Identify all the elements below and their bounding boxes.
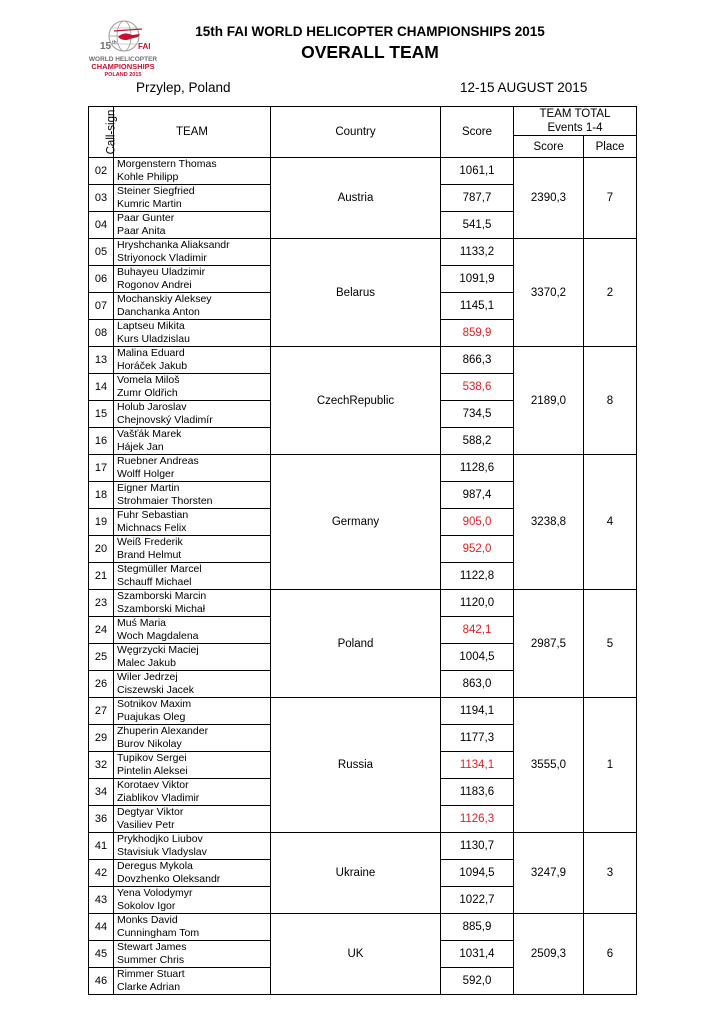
crew-score: 1194,1 — [441, 698, 514, 725]
crew-names — [114, 455, 271, 482]
team-country: Austria — [271, 158, 441, 239]
pilot-name: Paar Gunter — [117, 212, 175, 224]
crew-row — [89, 833, 637, 860]
team-country: Poland — [271, 590, 441, 698]
crew-score: 866,3 — [441, 347, 514, 374]
document-subtitle: OVERALL TEAM — [301, 42, 439, 62]
crew-callsign: 15 — [89, 401, 114, 428]
navigator-name: Danchanka Anton — [117, 306, 200, 318]
crew-names — [114, 968, 271, 995]
crew-callsign: 05 — [89, 239, 114, 266]
crew-names — [114, 428, 271, 455]
pilot-name: Muś Maria — [117, 617, 167, 629]
pilot-name: Morgenstern Thomas — [117, 158, 217, 170]
crew-callsign: 04 — [89, 212, 114, 239]
crew-names — [114, 509, 271, 536]
crew-score: 734,5 — [441, 401, 514, 428]
team-place: 2 — [584, 239, 637, 347]
pilot-name: Stewart James — [117, 941, 187, 953]
crew-names — [114, 779, 271, 806]
crew-callsign: 29 — [89, 725, 114, 752]
crew-callsign: 23 — [89, 590, 114, 617]
event-location: Przylep, Poland — [136, 80, 231, 95]
navigator-name: Cunningham Tom — [117, 927, 200, 939]
logo-line1: WORLD HELICOPTER — [88, 56, 158, 63]
pilot-name: Steiner Siegfried — [117, 185, 195, 197]
crew-score: 592,0 — [441, 968, 514, 995]
crew-row — [89, 590, 637, 617]
crew-score: 588,2 — [441, 428, 514, 455]
header-callsign — [89, 107, 118, 158]
header-team-total — [514, 107, 637, 136]
crew-row — [89, 158, 637, 185]
crew-score: 863,0 — [441, 671, 514, 698]
team-total-score: 2390,3 — [514, 158, 584, 239]
pilot-name: Eigner Martin — [117, 482, 180, 494]
team-place: 8 — [584, 347, 637, 455]
crew-score: 1091,9 — [441, 266, 514, 293]
crew-names — [114, 563, 271, 590]
navigator-name: Szamborski Michał — [117, 603, 206, 615]
pilot-name: Sotnikov Maxim — [117, 698, 192, 710]
navigator-name: Hájek Jan — [117, 441, 164, 453]
navigator-name: Brand Helmut — [117, 549, 182, 561]
pilot-name: Rimmer Stuart — [117, 968, 185, 980]
crew-names — [114, 698, 271, 725]
crew-score: 1031,4 — [441, 941, 514, 968]
team-country: Ukraine — [271, 833, 441, 914]
crew-names — [114, 482, 271, 509]
crew-score: 885,9 — [441, 914, 514, 941]
pilot-name: Zhuperin Alexander — [117, 725, 209, 737]
pilot-name: Monks David — [117, 914, 178, 926]
pilot-name: Tupikov Sergei — [117, 752, 187, 764]
crew-names — [114, 671, 271, 698]
crew-row — [89, 914, 637, 941]
crew-row — [89, 455, 637, 482]
team-country: UK — [271, 914, 441, 995]
pilot-name: Holub Jaroslav — [117, 401, 187, 413]
navigator-name: Strohmaier Thorsten — [117, 495, 213, 507]
navigator-name: Kurs Uladzislau — [117, 333, 190, 345]
team-place: 6 — [584, 914, 637, 995]
pilot-name: Mochanskiy Aleksey — [117, 293, 212, 305]
pilot-name: Deregus Mykola — [117, 860, 193, 872]
logo-badge-suffix: th — [112, 40, 117, 46]
header-team-total-events: Events 1-4 — [547, 122, 603, 134]
team-country: Russia — [271, 698, 441, 833]
crew-score: 541,5 — [441, 212, 514, 239]
crew-score: 1004,5 — [441, 644, 514, 671]
crew-callsign: 07 — [89, 293, 114, 320]
header-score: Score — [441, 107, 514, 158]
navigator-name: Schauff Michael — [117, 576, 192, 588]
team-place: 3 — [584, 833, 637, 914]
document-title: 15th FAI WORLD HELICOPTER CHAMPIONSHIPS 2015 — [195, 24, 545, 39]
crew-score-dropped: 1134,1 — [441, 752, 514, 779]
crew-row — [89, 698, 637, 725]
navigator-name: Pintelin Aleksei — [117, 765, 188, 777]
crew-names — [114, 617, 271, 644]
crew-names — [114, 833, 271, 860]
pilot-name: Degtyar Viktor — [117, 806, 184, 818]
navigator-name: Puajukas Oleg — [117, 711, 186, 723]
crew-score: 1122,8 — [441, 563, 514, 590]
championship-logo — [78, 16, 168, 84]
team-place: 4 — [584, 455, 637, 590]
logo-badge: 15 — [100, 41, 112, 52]
header-country: Country — [271, 107, 441, 158]
team-place: 1 — [584, 698, 637, 833]
crew-callsign: 44 — [89, 914, 114, 941]
crew-callsign: 43 — [89, 887, 114, 914]
pilot-name: Malina Eduard — [117, 347, 185, 359]
crew-callsign: 02 — [89, 158, 114, 185]
pilot-name: Ruebner Andreas — [117, 455, 199, 467]
crew-callsign: 45 — [89, 941, 114, 968]
crew-score-dropped: 905,0 — [441, 509, 514, 536]
crew-callsign: 06 — [89, 266, 114, 293]
crew-score: 1061,1 — [441, 158, 514, 185]
team-total-score: 2189,0 — [514, 347, 584, 455]
crew-score: 1128,6 — [441, 455, 514, 482]
team-country: CzechRepublic — [271, 347, 441, 455]
navigator-name: Ciszewski Jacek — [117, 684, 195, 696]
crew-score: 1183,6 — [441, 779, 514, 806]
pilot-name: Węgrzycki Maciej — [117, 644, 199, 656]
pilot-name: Vašťák Marek — [117, 428, 182, 440]
header-team: TEAM — [114, 107, 271, 158]
crew-callsign: 20 — [89, 536, 114, 563]
navigator-name: Vasiliev Petr — [117, 819, 175, 831]
crew-score-dropped: 1126,3 — [441, 806, 514, 833]
team-total-score: 2987,5 — [514, 590, 584, 698]
crew-score: 987,4 — [441, 482, 514, 509]
crew-callsign: 26 — [89, 671, 114, 698]
team-results-table — [88, 106, 637, 995]
team-total-score: 2509,3 — [514, 914, 584, 995]
pilot-name: Prykhodjko Liubov — [117, 833, 203, 845]
navigator-name: Kohle Philipp — [117, 171, 179, 183]
crew-score: 1145,1 — [441, 293, 514, 320]
navigator-name: Malec Jakub — [117, 657, 176, 669]
crew-names — [114, 644, 271, 671]
crew-score: 1022,7 — [441, 887, 514, 914]
crew-callsign: 19 — [89, 509, 114, 536]
crew-names — [114, 752, 271, 779]
pilot-name: Szamborski Marcin — [117, 590, 207, 602]
header-place: Place — [584, 136, 637, 158]
pilot-name: Fuhr Sebastian — [117, 509, 189, 521]
crew-callsign: 03 — [89, 185, 114, 212]
navigator-name: Paar Anita — [117, 225, 166, 237]
crew-names — [114, 266, 271, 293]
pilot-name: Weiß Frederik — [117, 536, 183, 548]
navigator-name: Wolff Holger — [117, 468, 175, 480]
crew-callsign: 34 — [89, 779, 114, 806]
crew-score-dropped: 842,1 — [441, 617, 514, 644]
crew-callsign: 46 — [89, 968, 114, 995]
navigator-name: Woch Magdalena — [117, 630, 199, 642]
crew-names — [114, 860, 271, 887]
crew-callsign: 25 — [89, 644, 114, 671]
navigator-name: Clarke Adrian — [117, 981, 181, 993]
navigator-name: Summer Chris — [117, 954, 185, 966]
team-country: Germany — [271, 455, 441, 590]
crew-names — [114, 212, 271, 239]
pilot-name: Yena Volodymyr — [117, 887, 193, 899]
crew-score: 1120,0 — [441, 590, 514, 617]
pilot-name: Wiler Jedrzej — [117, 671, 178, 683]
crew-names — [114, 185, 271, 212]
crew-callsign: 36 — [89, 806, 114, 833]
crew-names — [114, 806, 271, 833]
pilot-name: Korotaev Viktor — [117, 779, 189, 791]
crew-names — [114, 887, 271, 914]
navigator-name: Chejnovský Vladimír — [117, 414, 213, 426]
crew-callsign: 21 — [89, 563, 114, 590]
crew-names — [114, 347, 271, 374]
crew-score: 787,7 — [441, 185, 514, 212]
navigator-name: Kumric Martin — [117, 198, 182, 210]
crew-callsign: 42 — [89, 860, 114, 887]
team-total-score: 3555,0 — [514, 698, 584, 833]
crew-callsign: 17 — [89, 455, 114, 482]
navigator-name: Horáček Jakub — [117, 360, 188, 372]
navigator-name: Michnacs Felix — [117, 522, 187, 534]
crew-score: 1094,5 — [441, 860, 514, 887]
pilot-name: Buhayeu Uladzimir — [117, 266, 206, 278]
crew-callsign: 13 — [89, 347, 114, 374]
pilot-name: Hryshchanka Aliaksandr — [117, 239, 230, 251]
crew-score: 1133,2 — [441, 239, 514, 266]
team-country: Belarus — [271, 239, 441, 347]
crew-callsign: 14 — [89, 374, 114, 401]
crew-names — [114, 725, 271, 752]
logo-line3: POLAND 2015 — [104, 72, 142, 78]
crew-names — [114, 941, 271, 968]
navigator-name: Burov Nikolay — [117, 738, 182, 750]
event-dates: 12-15 AUGUST 2015 — [460, 80, 588, 95]
navigator-name: Zumr Oldřich — [117, 387, 178, 399]
crew-callsign: 18 — [89, 482, 114, 509]
crew-names — [114, 293, 271, 320]
crew-row — [89, 239, 637, 266]
crew-score: 1177,3 — [441, 725, 514, 752]
navigator-name: Rogonov Andrei — [117, 279, 192, 291]
crew-callsign: 41 — [89, 833, 114, 860]
crew-names — [114, 320, 271, 347]
crew-score-dropped: 952,0 — [441, 536, 514, 563]
navigator-name: Stavisiuk Vladyslav — [117, 846, 207, 858]
results-body — [89, 158, 637, 995]
crew-callsign: 24 — [89, 617, 114, 644]
team-total-score: 3247,9 — [514, 833, 584, 914]
crew-callsign: 32 — [89, 752, 114, 779]
crew-score-dropped: 859,9 — [441, 320, 514, 347]
crew-row — [89, 347, 637, 374]
pilot-name: Laptseu Mikita — [117, 320, 185, 332]
crew-callsign: 27 — [89, 698, 114, 725]
crew-score: 1130,7 — [441, 833, 514, 860]
header-callsign-label: Call-sign — [105, 109, 118, 155]
crew-names — [114, 590, 271, 617]
team-place: 5 — [584, 590, 637, 698]
navigator-name: Ziablikov Vladimir — [117, 792, 200, 804]
crew-callsign: 08 — [89, 320, 114, 347]
crew-names — [114, 536, 271, 563]
team-total-score: 3238,8 — [514, 455, 584, 590]
crew-names — [114, 239, 271, 266]
crew-names — [114, 914, 271, 941]
crew-names — [114, 374, 271, 401]
header-total-score: Score — [514, 136, 584, 158]
team-total-score: 3370,2 — [514, 239, 584, 347]
navigator-name: Dovzhenko Oleksandr — [117, 873, 221, 885]
logo-line2: CHAMPIONSHIPS — [91, 62, 155, 71]
crew-names — [114, 158, 271, 185]
team-place: 7 — [584, 158, 637, 239]
navigator-name: Sokolov Igor — [117, 900, 176, 912]
logo-fai: FAI — [138, 42, 151, 51]
pilot-name: Stegmüller Marcel — [117, 563, 202, 575]
navigator-name: Striyonock Vladimir — [117, 252, 207, 264]
header-team-total-label: TEAM TOTAL — [539, 108, 611, 120]
crew-score-dropped: 538,6 — [441, 374, 514, 401]
pilot-name: Vomela Miloš — [117, 374, 180, 386]
crew-callsign: 16 — [89, 428, 114, 455]
crew-names — [114, 401, 271, 428]
